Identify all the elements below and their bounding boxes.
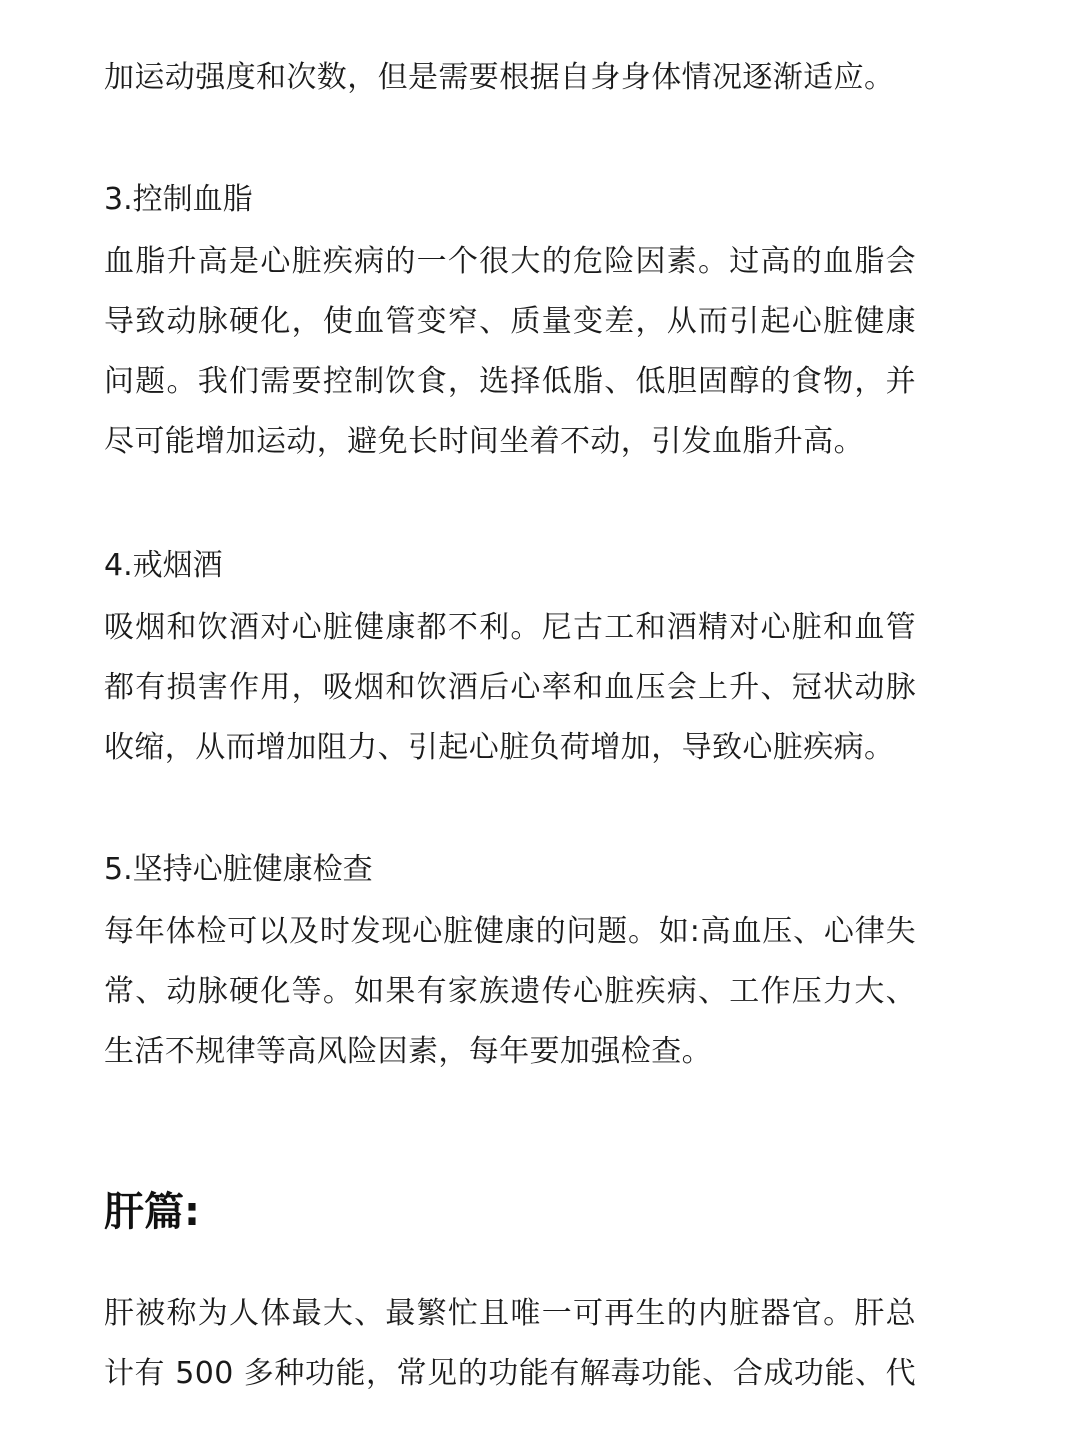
section-5-line-1: 每年体检可以及时发现心脏健康的问题。如:高血压、心律失	[104, 914, 916, 949]
intro-line: 加运动强度和次数，但是需要根据自身身体情况逐渐适应。	[104, 60, 895, 95]
liver-line-2: 计有 500 多种功能，常见的功能有解毒功能、合成功能、代	[104, 1356, 916, 1391]
section-5-line-2: 常、动脉硬化等。如果有家族遗传心脏疾病、工作压力大、	[104, 974, 916, 1009]
section-3-line-1: 血脂升高是心脏疾病的一个很大的危险因素。过高的血脂会	[104, 244, 916, 279]
section-5-line-3: 生活不规律等高风险因素，每年要加强检查。	[104, 1034, 712, 1069]
section-4-line-1: 吸烟和饮酒对心脏健康都不利。尼古工和酒精对心脏和血管	[104, 610, 916, 645]
section-3-line-4: 尽可能增加运动，避免长时间坐着不动，引发血脂升高。	[104, 424, 864, 459]
section-4-line-2: 都有损害作用，吸烟和饮酒后心率和血压会上升、冠状动脉	[104, 670, 916, 705]
liver-line-1: 肝被称为人体最大、最繁忙且唯一可再生的内脏器官。肝总	[104, 1296, 916, 1331]
section-3-line-2: 导致动脉硬化，使血管变窄、质量变差，从而引起心脏健康	[104, 304, 916, 339]
section-heading-control-lipids: 3.控制血脂	[104, 182, 253, 217]
section-heading-quit-smoking-drinking: 4.戒烟酒	[104, 548, 223, 583]
section-heading-heart-checkup: 5.坚持心脏健康检查	[104, 852, 373, 887]
section-3-line-3: 问题。我们需要控制饮食，选择低脂、低胆固醇的食物，并	[104, 364, 916, 399]
section-4-line-3: 收缩，从而增加阻力、引起心脏负荷增加，导致心脏疾病。	[104, 730, 895, 765]
liver-section-title: 肝篇:	[104, 1189, 200, 1235]
